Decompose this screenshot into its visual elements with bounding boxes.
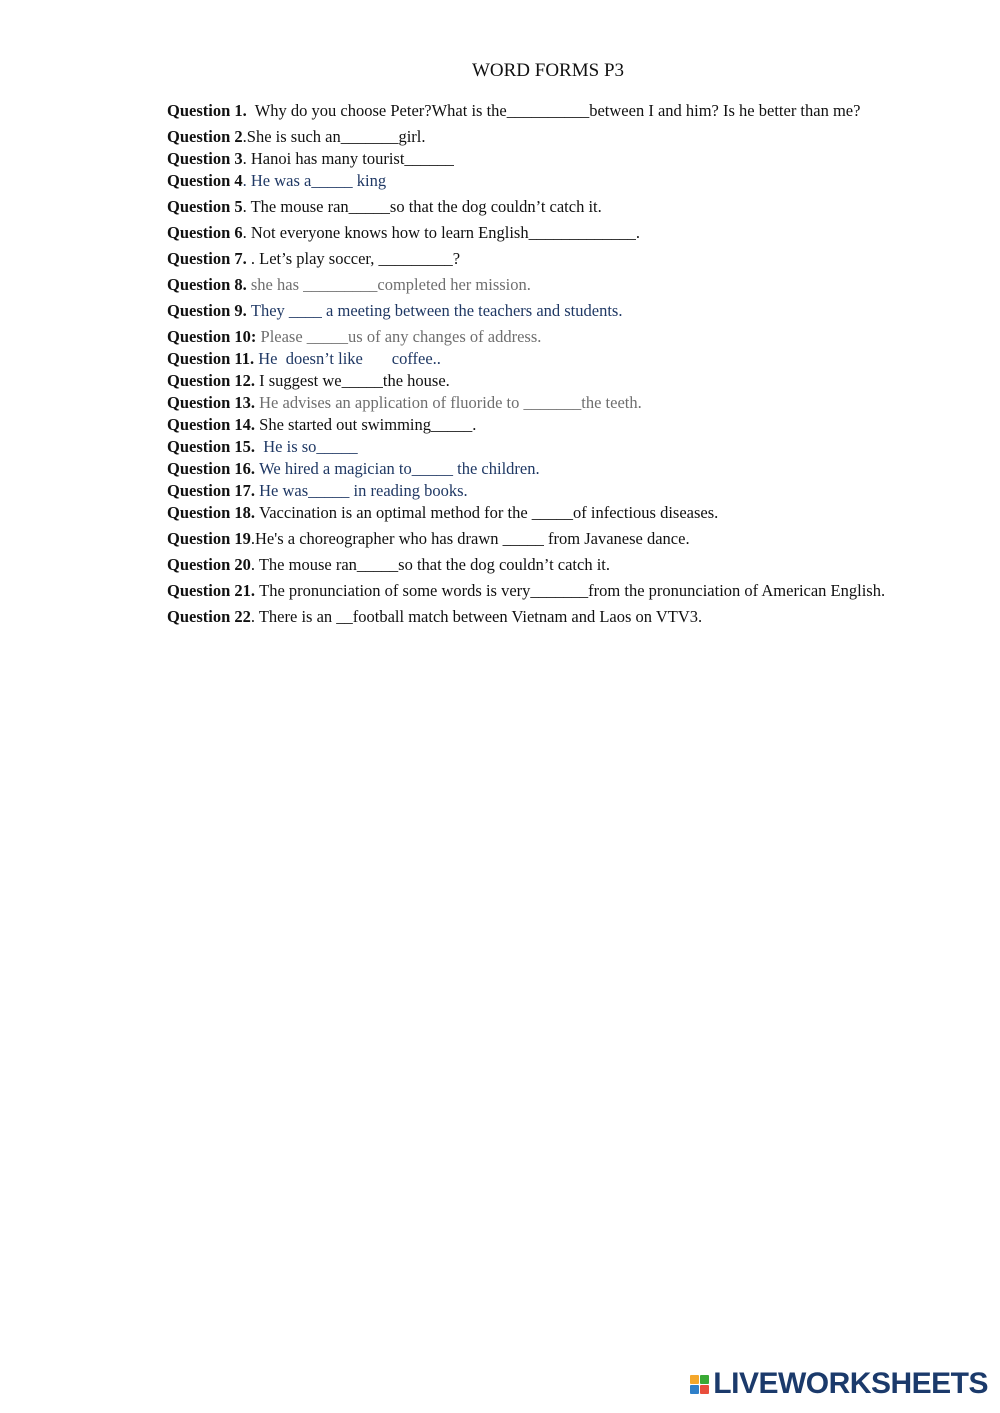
question-label: Question 22 [167, 607, 251, 626]
question-label: Question 12. [167, 371, 260, 390]
question-label: Question 14. [167, 415, 260, 434]
question-label: Question 5 [167, 197, 243, 216]
logo-square-4 [700, 1385, 709, 1394]
logo-grid-icon [690, 1375, 709, 1394]
question-text: . He was a_____ king [242, 171, 387, 190]
question-text: I suggest we_____the house. [259, 371, 450, 390]
question-label: Question 20 [167, 555, 251, 574]
question-text: .She is such an_______girl. [242, 127, 426, 146]
question-22 [167, 606, 929, 627]
question-11 [167, 348, 929, 369]
question-label: Question 10: [167, 327, 261, 346]
question-text: . The mouse ran_____so that the dog couldn’t catch it. [242, 197, 602, 216]
question-13 [167, 392, 929, 413]
question-19 [167, 528, 929, 549]
question-5 [167, 196, 929, 217]
question-text: He advises an application of fluoride to _______the teeth. [259, 393, 642, 412]
question-text: The pronunciation of some words is very_______from the pronunciation of American English. [259, 581, 886, 600]
question-text: He was_____ in reading books. [259, 481, 468, 500]
question-text: She started out swimming_____. [259, 415, 477, 434]
question-7 [167, 248, 929, 269]
question-label: Question 17. [167, 481, 260, 500]
logo-square-1 [690, 1375, 699, 1384]
question-6 [167, 222, 929, 243]
question-text: .He's a choreographer who has drawn _____ from Javanese dance. [250, 529, 690, 548]
question-label: Question 19 [167, 529, 251, 548]
question-label: Question 7. [167, 249, 251, 268]
question-label: Question 16. [167, 459, 260, 478]
page-title: WORD FORMS P3 [471, 60, 625, 81]
question-list [167, 100, 929, 627]
question-label: Question 9. [167, 301, 251, 320]
question-label: Question 6 [167, 223, 243, 242]
question-label: Question 18. [167, 503, 260, 522]
question-9 [167, 300, 929, 321]
question-14 [167, 414, 929, 435]
question-3 [167, 148, 929, 169]
question-12 [167, 370, 929, 391]
question-21 [167, 580, 929, 601]
question-text: . Let’s play soccer, _________? [250, 249, 461, 268]
question-text: Please _____us of any changes of address. [260, 327, 542, 346]
question-10 [167, 326, 929, 347]
logo-square-2 [700, 1375, 709, 1384]
question-label: Question 21. [167, 581, 260, 600]
question-text: They ____ a meeting between the teachers and students. [250, 301, 623, 320]
question-15 [167, 436, 929, 457]
question-17 [167, 480, 929, 501]
question-text: Vaccination is an optimal method for the _____of infectious diseases. [259, 503, 719, 522]
question-16 [167, 458, 929, 479]
question-1 [167, 100, 929, 121]
liveworksheets-logo [690, 1367, 988, 1401]
question-label: Question 11. [167, 349, 259, 368]
question-text: . Hanoi has many tourist______ [242, 149, 454, 168]
question-text: . Not everyone knows how to learn English_____________. [242, 223, 640, 242]
logo-text: LIVEWORKSHEETS [713, 1367, 988, 1400]
logo-square-3 [690, 1385, 699, 1394]
question-text: . The mouse ran_____so that the dog couldn’t catch it. [250, 555, 610, 574]
question-label: Question 15. [167, 437, 260, 456]
question-label: Question 1. [167, 101, 251, 120]
question-text: Why do you choose Peter?What is the__________between I and him? Is he better than me? [250, 101, 861, 120]
question-label: Question 13. [167, 393, 260, 412]
question-text: He doesn’t like coffee.. [258, 349, 441, 368]
question-label: Question 8. [167, 275, 251, 294]
question-20 [167, 554, 929, 575]
question-2 [167, 126, 929, 147]
question-text: . There is an __football match between Vietnam and Laos on VTV3. [250, 607, 703, 626]
question-label: Question 3 [167, 149, 243, 168]
question-label: Question 4 [167, 171, 243, 190]
question-text: We hired a magician to_____ the children. [259, 459, 540, 478]
question-18 [167, 502, 929, 523]
question-text: He is so_____ [259, 437, 358, 456]
question-8 [167, 274, 929, 295]
question-label: Question 2 [167, 127, 243, 146]
question-text: she has _________completed her mission. [250, 275, 531, 294]
question-4 [167, 170, 929, 191]
